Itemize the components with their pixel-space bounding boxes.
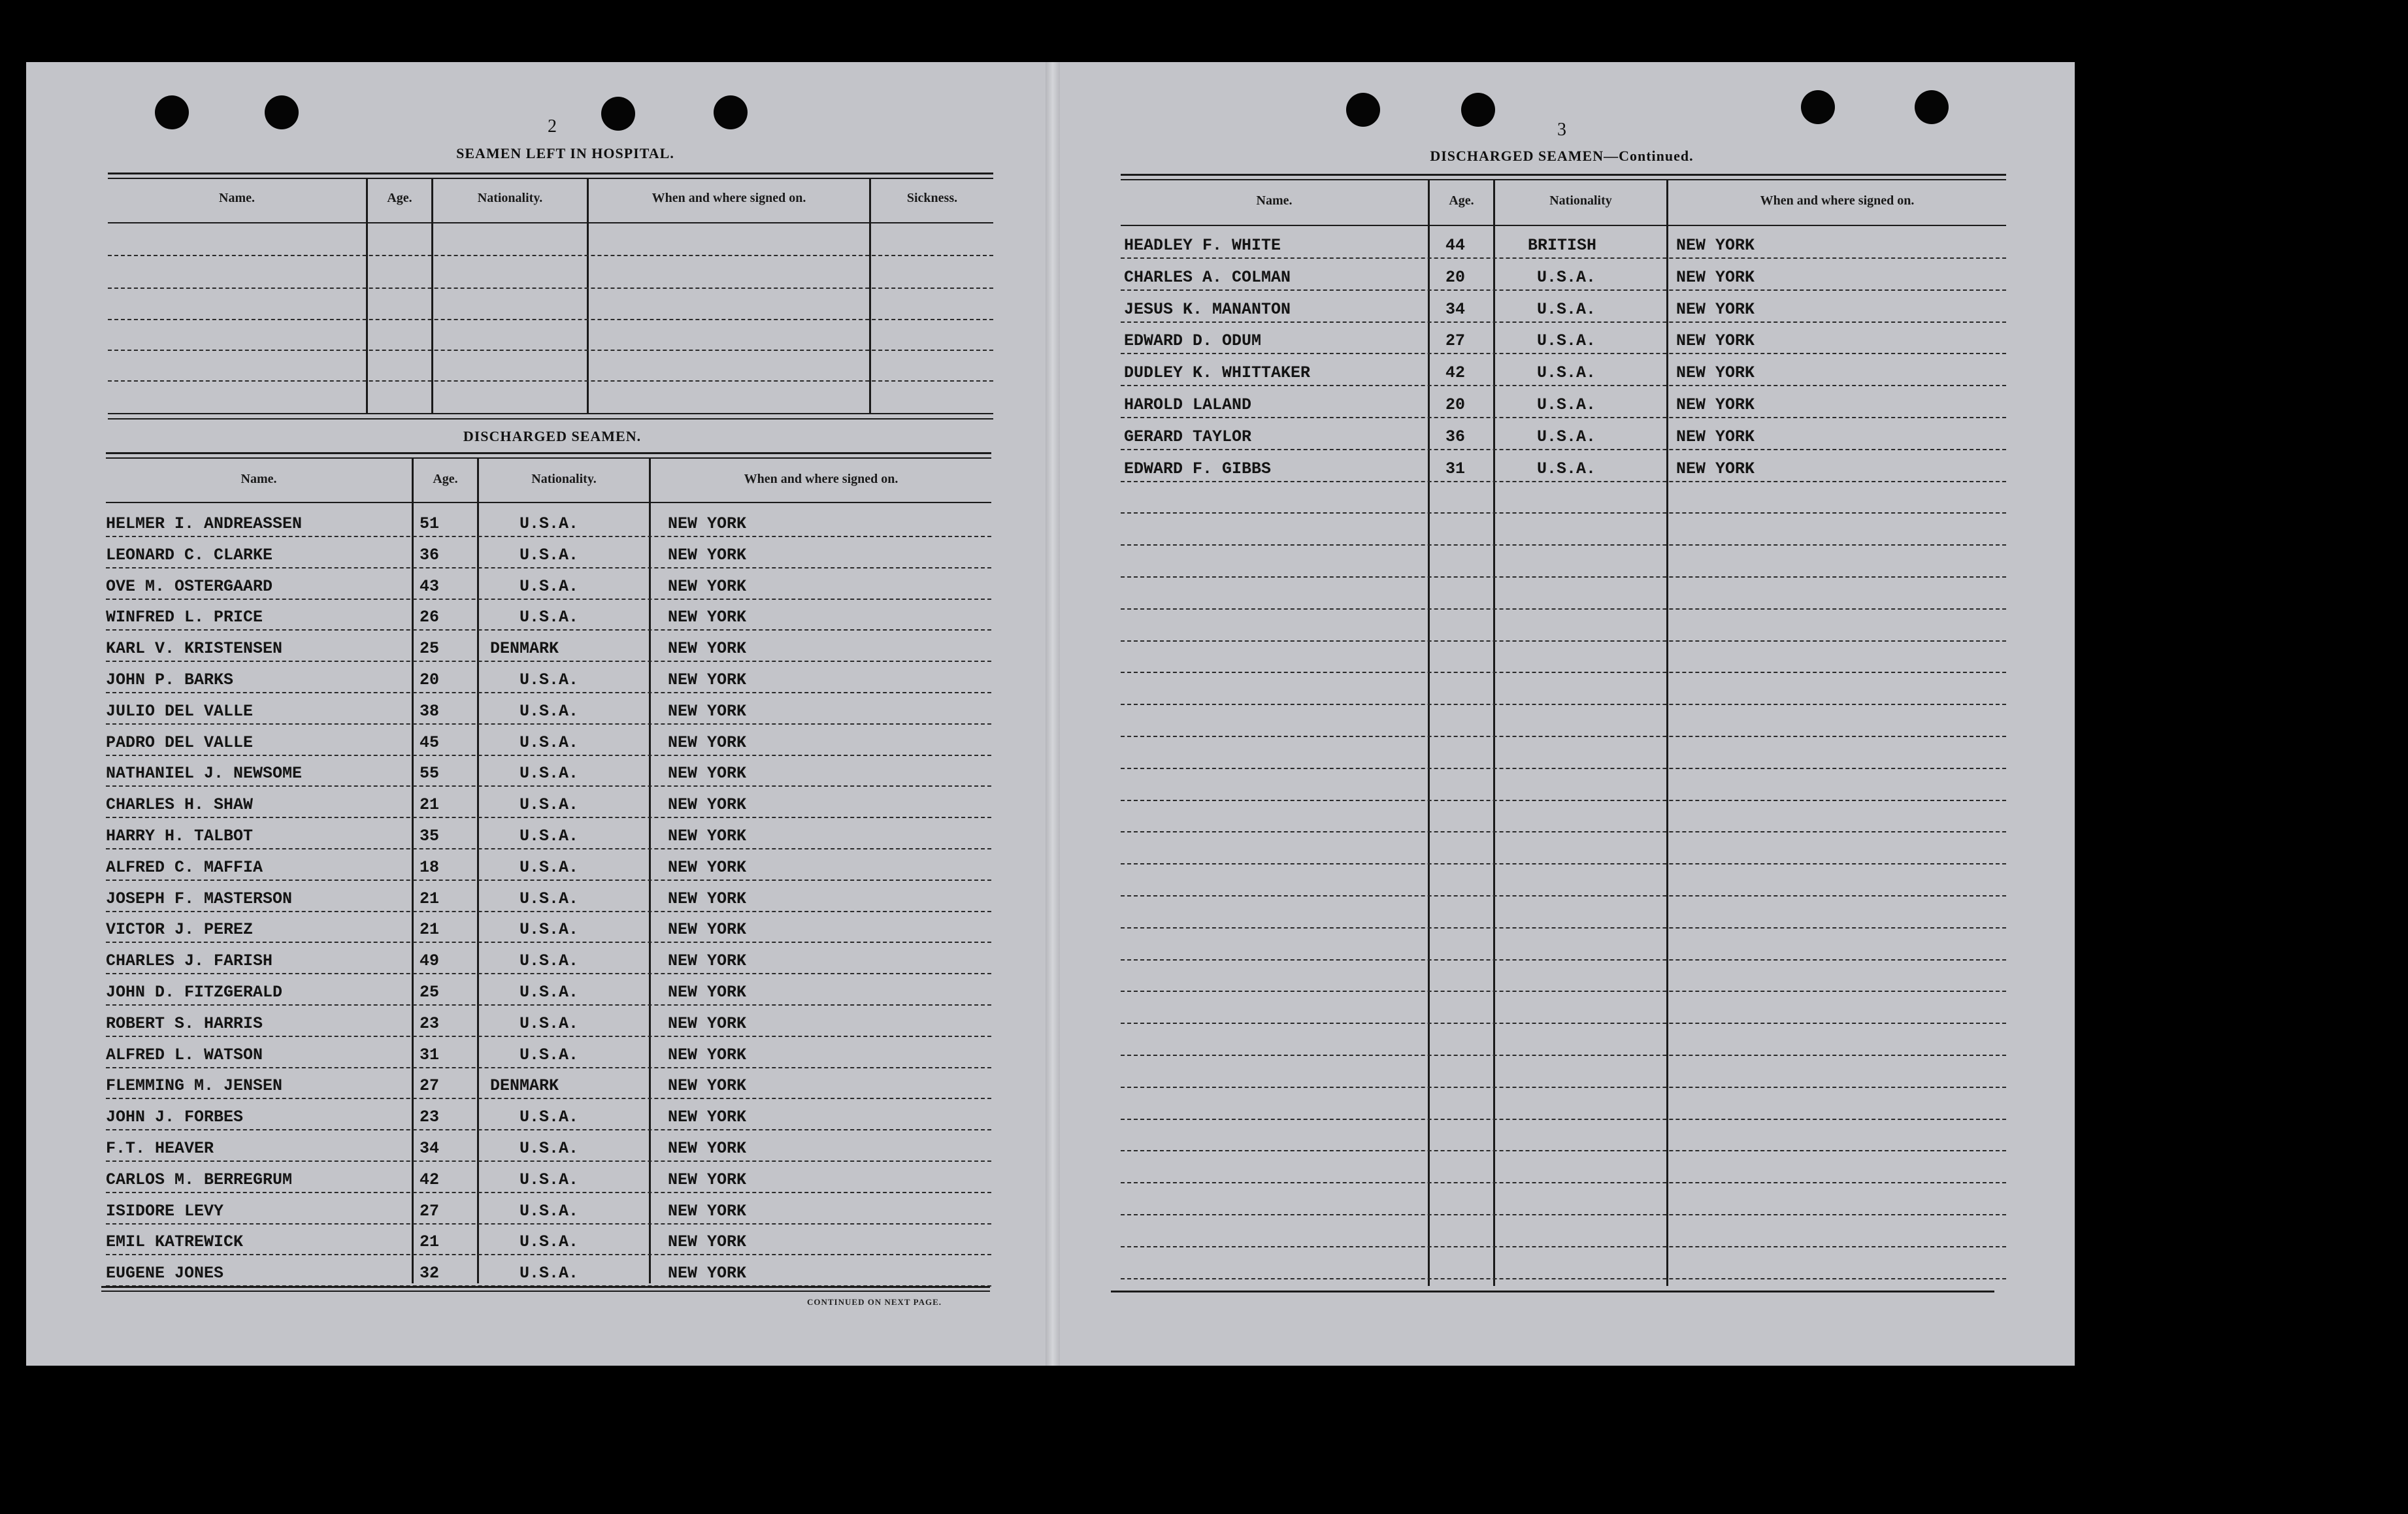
seaman-age: 26 bbox=[420, 608, 440, 627]
seaman-name: JOSEPH F. MASTERSON bbox=[106, 889, 293, 908]
entry-line bbox=[1121, 289, 2006, 291]
seaman-age: 20 bbox=[420, 670, 440, 689]
entry-line bbox=[1121, 449, 2006, 450]
seaman-name: GERARD TAYLOR bbox=[1124, 427, 1252, 446]
entry-line bbox=[1121, 544, 2006, 546]
column-header-signed-on: When and where signed on. bbox=[651, 191, 806, 205]
column-rule bbox=[1428, 180, 1430, 1286]
blank-entry-line bbox=[108, 380, 993, 382]
seaman-name: HELMER I. ANDREASSEN bbox=[106, 514, 303, 533]
seaman-name: HEADLEY F. WHITE bbox=[1124, 236, 1281, 255]
seaman-name: EMIL KATREWICK bbox=[106, 1232, 244, 1252]
seaman-name: DUDLEY K. WHITTAKER bbox=[1124, 363, 1311, 383]
entry-line bbox=[1121, 512, 2006, 514]
seaman-age: 45 bbox=[420, 732, 440, 752]
seaman-signed-on: NEW YORK bbox=[668, 1045, 747, 1064]
seaman-name: WINFRED L. PRICE bbox=[106, 608, 263, 627]
blank-entry-line bbox=[108, 350, 993, 351]
seaman-age: 23 bbox=[420, 1108, 440, 1127]
seaman-signed-on: NEW YORK bbox=[668, 1076, 747, 1096]
seaman-age: 34 bbox=[1445, 299, 1466, 319]
column-rule bbox=[477, 459, 479, 1283]
seaman-nationality: U.S.A. bbox=[520, 701, 579, 721]
column-header-age: Age. bbox=[433, 472, 458, 486]
entry-line bbox=[1121, 1246, 2006, 1247]
seaman-signed-on: NEW YORK bbox=[668, 608, 747, 627]
seaman-age: 51 bbox=[420, 514, 440, 533]
table-rule bbox=[108, 222, 993, 223]
seaman-name: EUGENE JONES bbox=[106, 1264, 224, 1283]
seaman-nationality: U.S.A. bbox=[520, 951, 579, 971]
seaman-name: CARLOS M. BERREGRUM bbox=[106, 1170, 293, 1189]
seaman-signed-on: NEW YORK bbox=[1676, 331, 1755, 351]
column-header-name: Name. bbox=[240, 472, 277, 486]
column-rule bbox=[431, 179, 433, 414]
column-rule bbox=[1493, 180, 1495, 1286]
entry-line bbox=[106, 1254, 991, 1255]
seaman-nationality: U.S.A. bbox=[520, 732, 579, 752]
discharged-continued-title: DISCHARGED SEAMEN—Continued. bbox=[1430, 148, 1694, 164]
seaman-nationality: U.S.A. bbox=[520, 1232, 579, 1252]
entry-line bbox=[1121, 576, 2006, 578]
column-header-nationality: Nationality. bbox=[477, 191, 543, 205]
entry-line bbox=[106, 1223, 991, 1225]
seaman-signed-on: NEW YORK bbox=[668, 1201, 747, 1221]
seaman-age: 32 bbox=[420, 1264, 440, 1283]
seaman-age: 25 bbox=[420, 983, 440, 1002]
seaman-signed-on: NEW YORK bbox=[668, 764, 747, 783]
seaman-nationality: U.S.A. bbox=[1537, 459, 1596, 478]
table-rule bbox=[101, 1286, 990, 1288]
seaman-signed-on: NEW YORK bbox=[668, 827, 747, 846]
seaman-name: EDWARD D. ODUM bbox=[1124, 331, 1262, 351]
seaman-age: 42 bbox=[1445, 363, 1466, 383]
seaman-age: 38 bbox=[420, 701, 440, 721]
seaman-nationality: U.S.A. bbox=[520, 670, 579, 689]
seaman-nationality: U.S.A. bbox=[520, 514, 579, 533]
column-rule bbox=[412, 459, 414, 1283]
seaman-signed-on: NEW YORK bbox=[668, 514, 747, 533]
seaman-age: 27 bbox=[420, 1076, 440, 1096]
seaman-age: 36 bbox=[420, 545, 440, 565]
seaman-nationality: DENMARK bbox=[490, 639, 559, 659]
entry-line bbox=[106, 755, 991, 756]
seaman-signed-on: NEW YORK bbox=[668, 670, 747, 689]
seaman-nationality: U.S.A. bbox=[1537, 395, 1596, 414]
blank-entry-line bbox=[108, 255, 993, 256]
entry-line bbox=[1121, 1023, 2006, 1024]
seaman-signed-on: NEW YORK bbox=[668, 857, 747, 877]
punch-hole bbox=[714, 95, 748, 129]
column-header-age: Age. bbox=[1449, 193, 1474, 208]
column-header-signed-on: When and where signed on. bbox=[744, 472, 899, 486]
seaman-name: ALFRED L. WATSON bbox=[106, 1045, 263, 1064]
column-header-name: Name. bbox=[219, 191, 255, 205]
table-rule bbox=[1111, 1291, 1994, 1292]
seaman-signed-on: NEW YORK bbox=[668, 701, 747, 721]
seaman-nationality: U.S.A. bbox=[520, 1264, 579, 1283]
entry-line bbox=[106, 911, 991, 912]
seaman-name: JULIO DEL VALLE bbox=[106, 701, 254, 721]
seaman-age: 31 bbox=[420, 1045, 440, 1064]
entry-line bbox=[106, 1004, 991, 1006]
seaman-nationality: U.S.A. bbox=[520, 608, 579, 627]
seaman-age: 49 bbox=[420, 951, 440, 971]
column-header-nationality: Nationality. bbox=[531, 472, 597, 486]
seaman-age: 21 bbox=[420, 920, 440, 940]
entry-line bbox=[106, 661, 991, 662]
entry-line bbox=[106, 629, 991, 631]
entry-line bbox=[1121, 736, 2006, 737]
table-rule bbox=[108, 413, 993, 414]
column-header-sickness: Sickness. bbox=[906, 191, 958, 205]
blank-entry-line bbox=[108, 319, 993, 320]
seaman-nationality: U.S.A. bbox=[1537, 427, 1596, 446]
entry-line bbox=[1121, 481, 2006, 482]
entry-line bbox=[106, 1129, 991, 1130]
entry-line bbox=[1121, 1087, 2006, 1088]
seaman-age: 27 bbox=[1445, 331, 1466, 351]
seaman-age: 25 bbox=[420, 639, 440, 659]
seaman-nationality: DENMARK bbox=[490, 1076, 559, 1096]
entry-line bbox=[1121, 991, 2006, 992]
entry-line bbox=[106, 536, 991, 537]
punch-hole bbox=[1801, 90, 1835, 124]
seaman-age: 36 bbox=[1445, 427, 1466, 446]
entry-line bbox=[1121, 640, 2006, 642]
column-header-name: Name. bbox=[1256, 193, 1293, 208]
seaman-name: F.T. HEAVER bbox=[106, 1139, 214, 1158]
table-rule bbox=[1121, 179, 2006, 180]
seaman-age: 18 bbox=[420, 857, 440, 877]
seaman-age: 55 bbox=[420, 764, 440, 783]
seaman-age: 20 bbox=[1445, 395, 1466, 414]
seaman-name: CHARLES A. COLMAN bbox=[1124, 267, 1291, 287]
seaman-name: JOHN D. FITZGERALD bbox=[106, 983, 283, 1002]
seaman-signed-on: NEW YORK bbox=[668, 983, 747, 1002]
seaman-name: ISIDORE LEVY bbox=[106, 1201, 224, 1221]
seaman-nationality: U.S.A. bbox=[1537, 299, 1596, 319]
seaman-nationality: U.S.A. bbox=[520, 857, 579, 877]
page-number: 2 bbox=[548, 116, 557, 137]
seaman-signed-on: NEW YORK bbox=[1676, 459, 1755, 478]
seaman-age: 27 bbox=[420, 1201, 440, 1221]
table-rule bbox=[1121, 225, 2006, 226]
seaman-name: PADRO DEL VALLE bbox=[106, 732, 254, 752]
seaman-name: ALFRED C. MAFFIA bbox=[106, 857, 263, 877]
seaman-signed-on: NEW YORK bbox=[668, 576, 747, 596]
seaman-nationality: U.S.A. bbox=[520, 1013, 579, 1033]
entry-line bbox=[1121, 1278, 2006, 1279]
entry-line bbox=[1121, 417, 2006, 418]
seaman-age: 20 bbox=[1445, 267, 1466, 287]
seaman-signed-on: NEW YORK bbox=[1676, 236, 1755, 255]
table-rule bbox=[1121, 174, 2006, 176]
seaman-nationality: U.S.A. bbox=[520, 795, 579, 815]
seaman-name: CHARLES J. FARISH bbox=[106, 951, 273, 971]
seaman-nationality: U.S.A. bbox=[1537, 363, 1596, 383]
seaman-signed-on: NEW YORK bbox=[668, 951, 747, 971]
table-rule bbox=[106, 457, 991, 459]
entry-line bbox=[106, 880, 991, 881]
column-header-signed-on: When and where signed on. bbox=[1760, 193, 1915, 208]
seaman-age: 35 bbox=[420, 827, 440, 846]
seaman-nationality: U.S.A. bbox=[1537, 331, 1596, 351]
seaman-name: JOHN P. BARKS bbox=[106, 670, 234, 689]
seaman-nationality: BRITISH bbox=[1528, 236, 1597, 255]
punch-hole bbox=[155, 95, 189, 129]
seaman-nationality: U.S.A. bbox=[520, 1139, 579, 1158]
entry-line bbox=[1121, 959, 2006, 961]
seaman-signed-on: NEW YORK bbox=[668, 920, 747, 940]
entry-line bbox=[1121, 768, 2006, 769]
punch-hole bbox=[265, 95, 299, 129]
seaman-age: 44 bbox=[1445, 236, 1466, 255]
seaman-signed-on: NEW YORK bbox=[1676, 267, 1755, 287]
entry-line bbox=[106, 785, 991, 787]
entry-line bbox=[1121, 1214, 2006, 1215]
seaman-signed-on: NEW YORK bbox=[1676, 363, 1755, 383]
column-rule bbox=[1666, 180, 1668, 1286]
entry-line bbox=[1121, 800, 2006, 801]
seaman-age: 21 bbox=[420, 1232, 440, 1252]
seaman-name: VICTOR J. PEREZ bbox=[106, 920, 254, 940]
seaman-name: NATHANIEL J. NEWSOME bbox=[106, 764, 303, 783]
column-header-nationality: Nationality bbox=[1549, 193, 1612, 208]
seaman-signed-on: NEW YORK bbox=[1676, 395, 1755, 414]
punch-hole bbox=[1915, 90, 1949, 124]
seaman-nationality: U.S.A. bbox=[520, 1170, 579, 1189]
seaman-signed-on: NEW YORK bbox=[668, 889, 747, 908]
column-rule bbox=[869, 179, 871, 414]
seaman-nationality: U.S.A. bbox=[520, 827, 579, 846]
entry-line bbox=[106, 599, 991, 600]
seaman-signed-on: NEW YORK bbox=[668, 1232, 747, 1252]
seaman-nationality: U.S.A. bbox=[520, 1201, 579, 1221]
entry-line bbox=[106, 942, 991, 943]
seaman-nationality: U.S.A. bbox=[520, 576, 579, 596]
entry-line bbox=[1121, 353, 2006, 354]
continued-footnote: CONTINUED ON NEXT PAGE. bbox=[807, 1297, 942, 1307]
entry-line bbox=[106, 973, 991, 974]
entry-line bbox=[106, 1160, 991, 1162]
entry-line bbox=[106, 1098, 991, 1099]
blank-entry-line bbox=[108, 288, 993, 289]
table-rule bbox=[106, 502, 991, 503]
punch-hole bbox=[1346, 93, 1380, 127]
seaman-nationality: U.S.A. bbox=[520, 1045, 579, 1064]
seaman-name: HAROLD LALAND bbox=[1124, 395, 1252, 414]
seaman-signed-on: NEW YORK bbox=[668, 732, 747, 752]
discharged-section-title: DISCHARGED SEAMEN. bbox=[463, 428, 642, 444]
entry-line bbox=[1121, 831, 2006, 832]
entry-line bbox=[1121, 1182, 2006, 1183]
seaman-name: OVE M. OSTERGAARD bbox=[106, 576, 273, 596]
seaman-nationality: U.S.A. bbox=[520, 545, 579, 565]
seaman-signed-on: NEW YORK bbox=[1676, 299, 1755, 319]
column-header-age: Age. bbox=[387, 191, 412, 205]
entry-line bbox=[1121, 672, 2006, 673]
seaman-signed-on: NEW YORK bbox=[668, 795, 747, 815]
page-gutter bbox=[1046, 62, 1060, 1366]
seaman-signed-on: NEW YORK bbox=[668, 1170, 747, 1189]
seaman-signed-on: NEW YORK bbox=[668, 1013, 747, 1033]
punch-hole bbox=[1461, 93, 1495, 127]
seaman-signed-on: NEW YORK bbox=[668, 1139, 747, 1158]
seaman-age: 42 bbox=[420, 1170, 440, 1189]
seaman-name: JESUS K. MANANTON bbox=[1124, 299, 1291, 319]
entry-line bbox=[106, 817, 991, 818]
seaman-name: JOHN J. FORBES bbox=[106, 1108, 244, 1127]
entry-line bbox=[1121, 927, 2006, 929]
seaman-signed-on: NEW YORK bbox=[668, 545, 747, 565]
table-rule bbox=[108, 418, 993, 420]
seaman-nationality: U.S.A. bbox=[520, 889, 579, 908]
entry-line bbox=[1121, 1055, 2006, 1056]
entry-line bbox=[1121, 704, 2006, 705]
entry-line bbox=[106, 723, 991, 725]
seaman-name: CHARLES H. SHAW bbox=[106, 795, 254, 815]
seaman-name: ROBERT S. HARRIS bbox=[106, 1013, 263, 1033]
entry-line bbox=[106, 1192, 991, 1193]
entry-line bbox=[106, 567, 991, 568]
punch-hole bbox=[601, 97, 635, 131]
seaman-age: 21 bbox=[420, 795, 440, 815]
entry-line bbox=[106, 1067, 991, 1068]
seaman-age: 34 bbox=[420, 1139, 440, 1158]
table-rule bbox=[108, 173, 993, 174]
entry-line bbox=[1121, 1150, 2006, 1151]
seaman-nationality: U.S.A. bbox=[520, 920, 579, 940]
table-rule bbox=[108, 178, 993, 179]
entry-line bbox=[1121, 321, 2006, 323]
hospital-section-title: SEAMEN LEFT IN HOSPITAL. bbox=[456, 145, 674, 161]
table-rule bbox=[101, 1291, 990, 1292]
seaman-signed-on: NEW YORK bbox=[668, 639, 747, 659]
column-rule bbox=[366, 179, 368, 414]
seaman-nationality: U.S.A. bbox=[520, 983, 579, 1002]
column-rule bbox=[587, 179, 589, 414]
table-rule bbox=[106, 452, 991, 454]
seaman-age: 21 bbox=[420, 889, 440, 908]
entry-line bbox=[106, 1036, 991, 1037]
seaman-nationality: U.S.A. bbox=[520, 1108, 579, 1127]
seaman-age: 31 bbox=[1445, 459, 1466, 478]
seaman-nationality: U.S.A. bbox=[520, 764, 579, 783]
entry-line bbox=[1121, 385, 2006, 386]
entry-line bbox=[106, 692, 991, 693]
column-rule bbox=[649, 459, 651, 1283]
seaman-signed-on: NEW YORK bbox=[668, 1108, 747, 1127]
seaman-name: FLEMMING M. JENSEN bbox=[106, 1076, 283, 1096]
entry-line bbox=[106, 848, 991, 849]
entry-line bbox=[1121, 863, 2006, 864]
page-number: 3 bbox=[1557, 120, 1566, 140]
entry-line bbox=[1121, 1119, 2006, 1120]
entry-line bbox=[1121, 257, 2006, 259]
seaman-name: LEONARD C. CLARKE bbox=[106, 545, 273, 565]
entry-line bbox=[1121, 895, 2006, 897]
entry-line bbox=[1121, 608, 2006, 610]
seaman-name: EDWARD F. GIBBS bbox=[1124, 459, 1272, 478]
seaman-name: HARRY H. TALBOT bbox=[106, 827, 254, 846]
seaman-name: KARL V. KRISTENSEN bbox=[106, 639, 283, 659]
seaman-age: 43 bbox=[420, 576, 440, 596]
seaman-age: 23 bbox=[420, 1013, 440, 1033]
seaman-signed-on: NEW YORK bbox=[668, 1264, 747, 1283]
seaman-nationality: U.S.A. bbox=[1537, 267, 1596, 287]
seaman-signed-on: NEW YORK bbox=[1676, 427, 1755, 446]
